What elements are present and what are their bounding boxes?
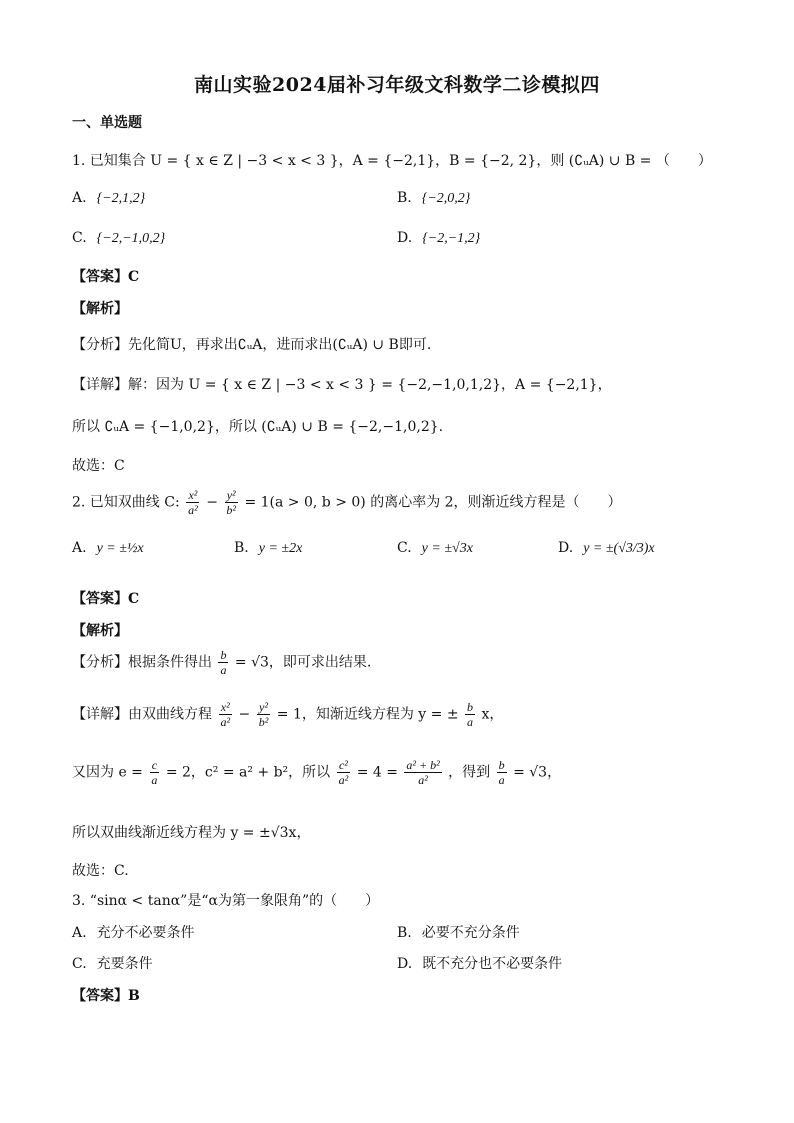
q2-stem: 2. 已知双曲线 C: $\frac{\text{x²}}{\text{a²}}$ − $\frac{\text{y²}}{\text{b²}}$ = 1(a > 0, b > 0) 的离心率为 2，则渐近线方程是（ ） <box>72 488 622 517</box>
q2-detail-2 <box>72 758 561 787</box>
q1-detail-1: 【详解】解：因为 U = { x ∈ Z | −3 < x < 3 } = {−2,−1,0,1,2}，A = {−2,1}， <box>72 377 612 393</box>
option-text: {−2,1,2} <box>96 191 146 206</box>
fraction-y2-b2: $\frac{\text{y²}}{\text{b²}}$ <box>226 488 236 517</box>
q2-analysis-prefix: 【分析】根据条件得出 <box>72 654 212 671</box>
option-label: C. <box>72 230 87 246</box>
q3-option-d <box>397 953 562 973</box>
q2-option-b <box>234 540 302 557</box>
fraction-y2-b2: $\frac{\text{y²}}{\text{b²}}$ <box>258 700 269 729</box>
q2-analysis-suffix: = √3，即可求出结果. <box>234 654 372 671</box>
q2-detail-2-prefix: 又因为 e = <box>72 764 143 781</box>
option-label: B. <box>397 190 412 206</box>
q3-option-c <box>72 953 153 973</box>
option-label: A. <box>72 925 87 941</box>
q2-detail-3: 所以双曲线渐近线方程为 y = ±√3x， <box>72 825 311 841</box>
option-text: {−2,−1,2} <box>422 231 481 246</box>
q2-option-c <box>397 540 473 557</box>
option-label: D. <box>397 956 413 972</box>
option-label: C. <box>397 540 412 556</box>
fraction-x2-a2: $\frac{\text{x²}}{\text{a²}}$ <box>188 488 198 517</box>
q2-detail-1: 【详解】由双曲线方程 $\frac{\text{x²}}{\text{a²}}$ − $\frac{\text{y²}}{\text{b²}}$ = 1，知渐近线方程为 y = ± $\frac{b}{a}$ x， <box>72 700 504 729</box>
option-text: y = ±√3x <box>421 541 473 556</box>
fraction-c-a: $\frac{c}{a}$ <box>151 758 158 787</box>
option-text: 充分不必要条件 <box>96 925 195 941</box>
q2-stem-suffix: = 1(a > 0, b > 0) 的离心率为 2，则渐近线方程是（ ） <box>244 494 622 511</box>
option-text: 必要不充分条件 <box>421 925 520 941</box>
q3-answer: 【答案】B <box>72 988 140 1004</box>
q2-detail-2-suffix: = √3， <box>513 764 562 781</box>
q1-option-b <box>397 190 470 207</box>
fraction-b-a: $\frac{b}{a}$ <box>220 648 227 677</box>
q2-detail-1-mid: = 1，知渐近线方程为 y = ± <box>276 706 459 723</box>
option-text: y = ±½x <box>96 541 144 556</box>
q2-detail-1-suffix: x， <box>481 706 504 723</box>
fraction-x2-a2: $\frac{\text{x²}}{\text{a²}}$ <box>220 700 231 729</box>
q1-analysis: 【分析】先化简U，再求出∁ᵤA，进而求出(∁ᵤA) ∪ B即可. <box>72 337 432 353</box>
option-text: y = ±2x <box>258 541 303 556</box>
option-label: D. <box>397 230 413 246</box>
q1-option-c <box>72 230 165 247</box>
q3-stem: 3. “sinα < tanα”是“α为第一象限角”的（ ） <box>72 893 380 909</box>
q2-conclusion: 故选：C. <box>72 863 129 879</box>
q2-detail-1-prefix: 【详解】由双曲线方程 <box>72 706 212 723</box>
q2-detail-2-mid2: = 4 = <box>356 764 398 781</box>
q1-option-d <box>397 230 480 247</box>
q2-option-d <box>558 540 655 557</box>
q1-answer: 【答案】C <box>72 269 140 285</box>
option-label: B. <box>234 540 249 556</box>
option-text: y = ±(√3/3)x <box>583 541 655 556</box>
q3-option-b <box>397 922 520 942</box>
q2-option-a <box>72 540 144 557</box>
q1-detail-2: 所以 ∁ᵤA = {−1,0,2}，所以 (∁ᵤA) ∪ B = {−2,−1,0,2}. <box>72 419 444 435</box>
q1-analysis-heading: 【解析】 <box>72 301 128 317</box>
option-text: 充要条件 <box>96 956 153 972</box>
option-text: {−2,0,2} <box>421 191 471 206</box>
q3-option-a <box>72 922 195 942</box>
q2-analysis <box>72 648 371 677</box>
q2-stem-prefix: 2. 已知双曲线 C: <box>72 494 180 511</box>
option-label: B. <box>397 925 412 941</box>
q2-analysis-heading: 【解析】 <box>72 623 128 639</box>
option-label: A. <box>72 190 87 206</box>
q2-detail-2-mid: = 2，c² = a² + b²，所以 <box>165 764 331 781</box>
q2-detail-2-mid3: ，得到 <box>448 764 491 781</box>
fraction-a2b2-a2: $\frac{\text{a² + b²}}{\text{a²}}$ <box>406 758 440 787</box>
section-heading: 一、单选题 <box>72 115 142 131</box>
option-label: D. <box>558 540 574 556</box>
q1-stem: 1. 已知集合 U = { x ∈ Z | −3 < x < 3 }，A = {−2,1}，B = {−2, 2}，则 (∁ᵤA) ∪ B = （ ） <box>72 153 712 169</box>
fraction-b-a: $\frac{b}{a}$ <box>467 700 474 729</box>
page-title: 南山实验2024届补习年级文科数学二诊模拟四 <box>194 74 600 96</box>
q1-conclusion: 故选：C <box>72 458 125 474</box>
fraction-c2-a2: $\frac{\text{c²}}{\text{a²}}$ <box>338 758 349 787</box>
option-label: C. <box>72 956 87 972</box>
option-text: {−2,−1,0,2} <box>96 231 166 246</box>
option-text: 既不充分也不必要条件 <box>422 956 563 972</box>
fraction-b-a: $\frac{b}{a}$ <box>498 758 505 787</box>
option-label: A. <box>72 540 87 556</box>
q2-answer: 【答案】C <box>72 591 140 607</box>
q1-option-a <box>72 190 145 207</box>
